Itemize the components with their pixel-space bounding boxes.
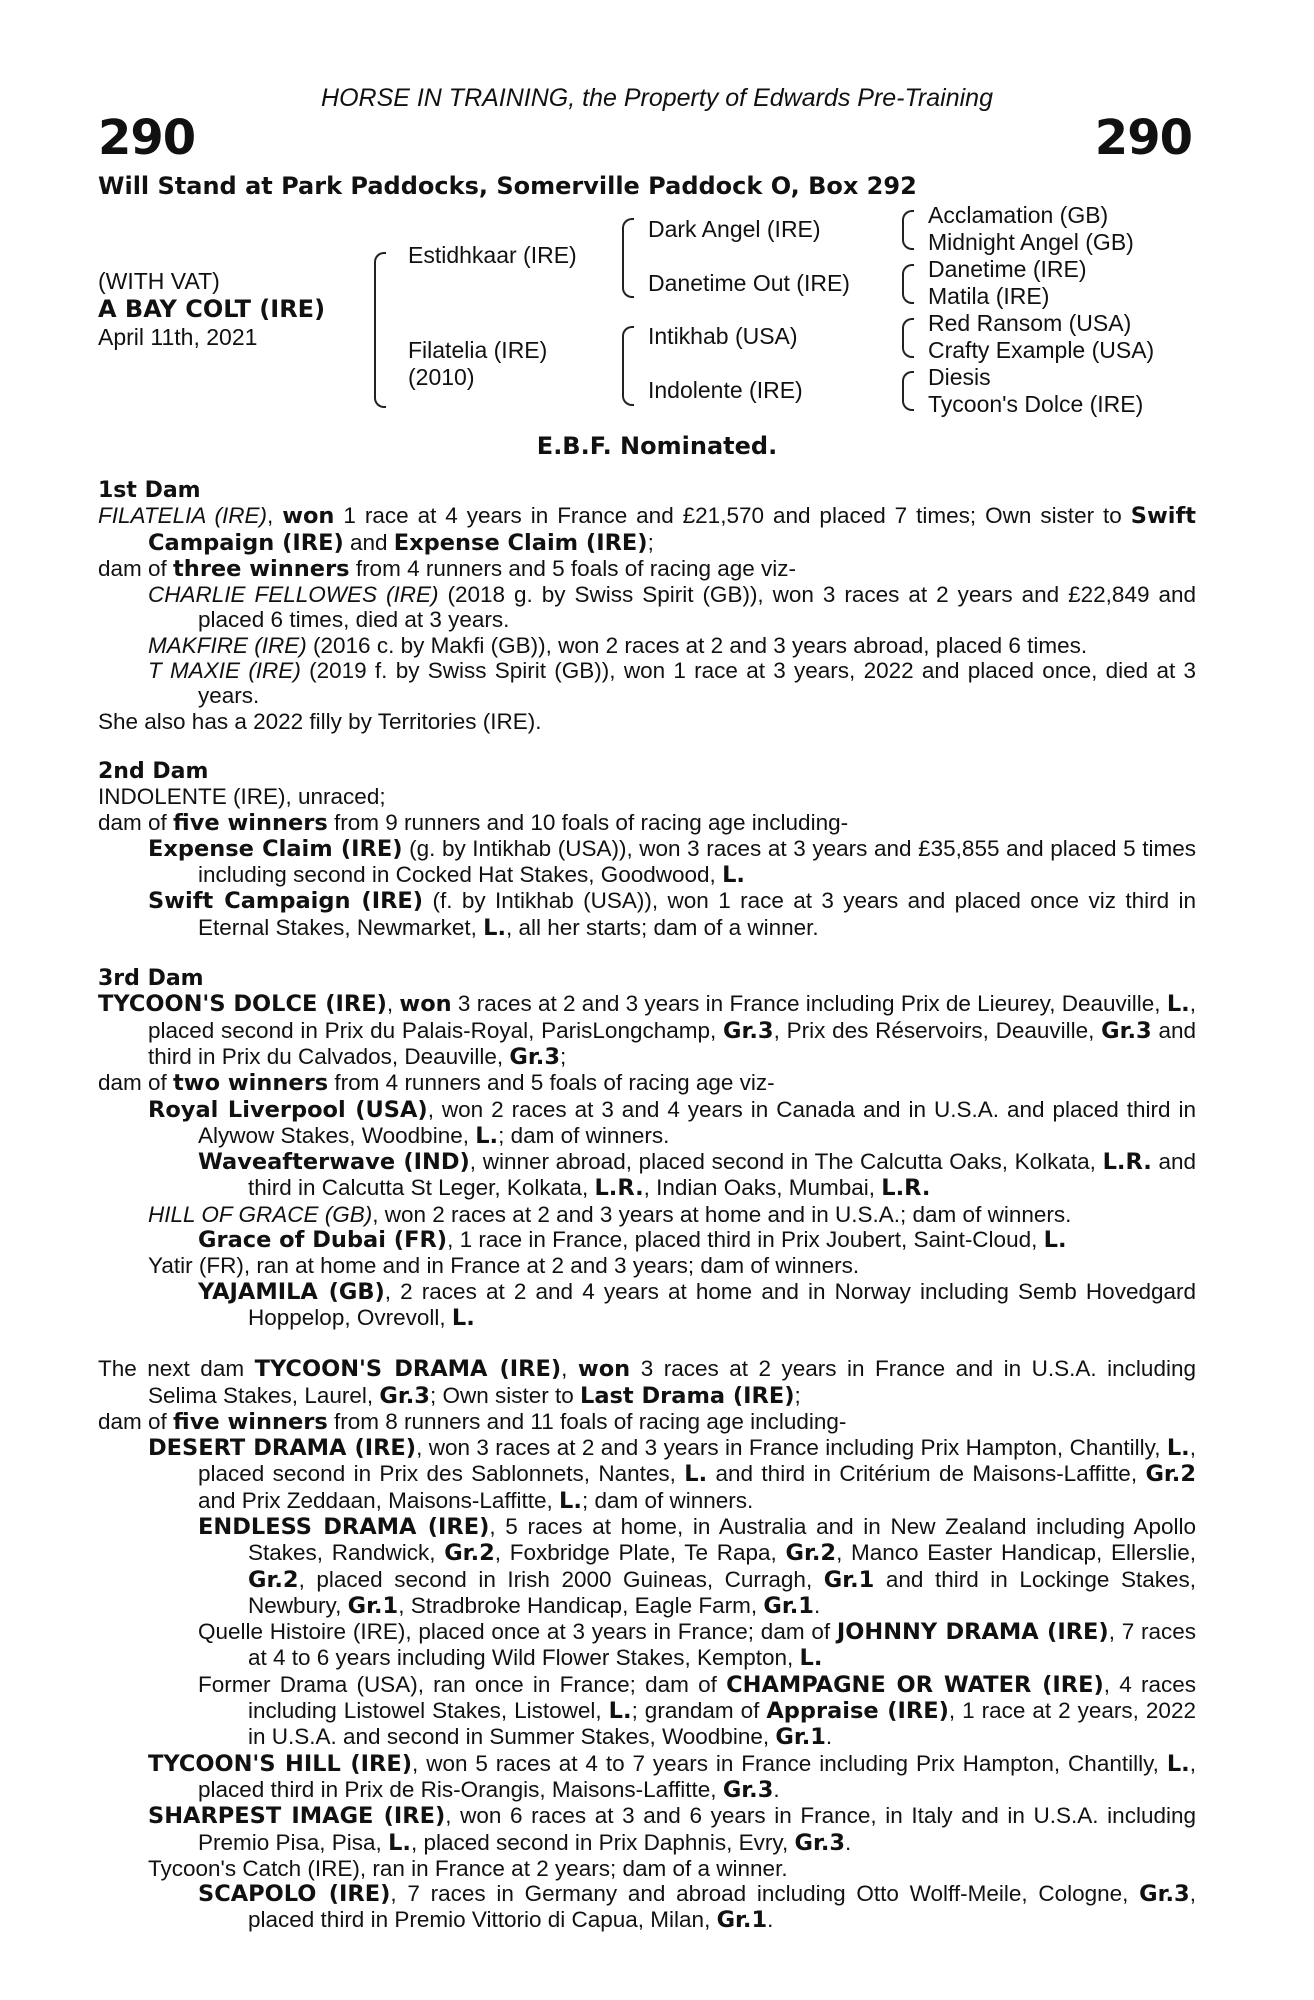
ancestor-dss: Red Ransom (USA) [928,310,1132,336]
foaling-date: April 11th, 2021 [98,324,258,350]
brace-3 [622,326,634,406]
vat-note: (WITH VAT) [98,268,220,294]
horse-name: A BAY COLT (IRE) [98,295,326,323]
next-dam-produce: dam of five winners from 8 runners and 11 foals of racing age including- [98,1408,847,1435]
dam-year: (2010) [408,364,475,390]
foal-royal-liverpool: Royal Liverpool (USA), won 2 races at 3 and 4 years in Canada and in U.S.A. and placed third in Alywow Stakes, Woodbine, L.; dam of winners. [148,1096,1196,1149]
foal-hill-of-grace: HILL OF GRACE (GB), won 2 races at 2 and 3 years at home and in U.S.A.; dam of winners. [148,1201,1072,1227]
stand-location: Will Stand at Park Paddocks, Somerville Paddock O, Box 292 [98,172,917,200]
dam-sire: Intikhab (USA) [648,323,798,349]
third-dam-produce: dam of two winners from 4 runners and 5 foals of racing age viz- [98,1070,775,1097]
foal-scapolo: SCAPOLO (IRE), 7 races in Germany and abroad including Otto Wolff-Meile, Cologne, Gr.3, placed third in Premio Vittorio di Capua, Milan, Gr.1. [198,1881,1196,1934]
foal-swift-campaign: Swift Campaign (IRE) (f. by Intikhab (USA)), won 1 race at 3 years and placed once viz third in Eternal Stakes, Newmarket, L., all her starts; dam of a winner. [148,888,1196,941]
ancestor-sss: Acclamation (GB) [928,202,1109,228]
brace-2 [622,218,634,298]
brace-4 [902,210,914,250]
foal-makfire: MAKFIRE (IRE) (2016 c. by Makfi (GB)), won 2 races at 2 and 3 years abroad, placed 6 times. [148,632,1088,658]
ancestor-dsd: Crafty Example (USA) [928,337,1155,363]
foal-t-maxie: T MAXIE (IRE) (2019 f. by Swiss Spirit (GB)), won 1 race at 3 years, 2022 and placed once, died at 3 years. [148,658,1196,709]
ebf-nomination: E.B.F. Nominated. [536,432,778,460]
sire: Estidhkaar (IRE) [408,242,577,268]
foal-desert-drama: DESERT DRAMA (IRE), won 3 races at 2 and 3 years in France including Prix Hampton, Chantilly, L., placed second in Prix des Sablonnets, Nantes, L. and third in Critérium de Maisons-Laffitte, Gr.2 and Prix Zeddaan, Maisons-Laffitte, L.; dam of winners. [148,1435,1196,1514]
catalogue-body [98,478,1196,1934]
second-dam-record: INDOLENTE (IRE), unraced; [98,784,386,810]
foal-former-drama: Former Drama (USA), ran once in France; dam of CHAMPAGNE OR WATER (IRE), 4 races including Listowel Stakes, Listowel, L.; grandam of Appraise (IRE), 1 race at 2 years, 2022 in U.S.A. and second in Summer Stakes, Woodbine, Gr.1. [198,1671,1196,1751]
foal-endless-drama: ENDLESS DRAMA (IRE), 5 races at home, in Australia and in New Zealand including Apollo Stakes, Randwick, Gr.2, Foxbridge Plate, Te Rapa, Gr.2, Manco Easter Handicap, Ellerslie, Gr.2, placed second in Irish 2000 Guineas, Curragh, Gr.1 and third in Lockinge Stakes, Newbury, Gr.1, Stradbroke Handicap, Eagle Farm, Gr.1. [198,1513,1196,1619]
brace-5 [902,264,914,304]
foal-tycoons-hill: TYCOON'S HILL (IRE), won 5 races at 4 to 7 years in France including Prix Hampton, Chantilly, L., placed third in Prix de Ris-Orangis, Maisons-Laffitte, Gr.3. [148,1750,1196,1803]
brace-7 [902,371,914,411]
first-dam-also: She also has a 2022 filly by Territories (IRE). [98,708,542,734]
foal-quelle-histoire: Quelle Histoire (IRE), placed once at 3 years in France; dam of JOHNNY DRAMA (IRE), 7 races at 4 to 6 years including Wild Flower Stakes, Kempton, L. [198,1619,1197,1672]
third-dam-heading: 3rd Dam [98,966,204,992]
foal-grace-of-dubai: Grace of Dubai (FR), 1 race in France, placed third in Prix Joubert, Saint-Cloud, L. [198,1227,1067,1254]
foal-expense-claim: Expense Claim (IRE) (g. by Intikhab (USA)), won 3 races at 3 years and £35,855 and placed 5 times including second in Cocked Hat Stakes, Goodwood, L. [148,835,1196,889]
third-dam-record: TYCOON'S DOLCE (IRE), won 3 races at 2 and 3 years in France including Prix de Lieurey, Deauville, L., placed second in Prix du Palais-Royal, ParisLongchamp, Gr.3, Prix des Réservoirs, Deauville, Gr.3 and third in Prix du Calvados, Deauville, Gr.3; [98,991,1197,1070]
foal-tycoons-catch: Tycoon's Catch (IRE), ran in France at 2 years; dam of a winner. [148,1855,788,1881]
brace-1 [374,252,386,408]
ancestor-sds: Danetime (IRE) [928,256,1087,282]
foal-yajamila: YAJAMILA (GB), 2 races at 2 and 4 years at home and in Norway including Semb Hovedgard Hoppelop, Ovrevoll, L. [198,1278,1196,1331]
second-dam-produce: dam of five winners from 9 runners and 10 foals of racing age including- [98,809,849,836]
ancestor-ddd: Tycoon's Dolce (IRE) [928,391,1144,417]
sire-sire: Dark Angel (IRE) [648,216,821,242]
ancestor-sdd: Matila (IRE) [928,283,1050,309]
lot-number-right: 290 [1094,110,1192,166]
brace-6 [902,318,914,358]
page-header: HORSE IN TRAINING, the Property of Edwards Pre-Training [321,84,993,112]
next-dam-record: The next dam TYCOON'S DRAMA (IRE), won 3 races at 2 years in France and in U.S.A. including Selima Stakes, Laurel, Gr.3; Own sister to Last Drama (IRE); [98,1356,1196,1409]
second-dam-heading: 2nd Dam [98,758,209,784]
ancestor-dds: Diesis [928,364,991,390]
dam-dam: Indolente (IRE) [648,377,803,403]
dam: Filatelia (IRE) [408,337,548,363]
foal-sharpest-image: SHARPEST IMAGE (IRE), won 6 races at 3 and 6 years in France, in Italy and in U.S.A. including Premio Pisa, Pisa, L., placed second in Prix Daphnis, Evry, Gr.3. [148,1803,1196,1856]
first-dam-record: FILATELIA (IRE), won 1 race at 4 years in France and £21,570 and placed 7 times; Own sister to Swift Campaign (IRE) and Expense Claim (IRE); [98,503,1196,556]
first-dam-produce: dam of three winners from 4 runners and 5 foals of racing age viz- [98,555,797,582]
ancestor-ssd: Midnight Angel (GB) [928,229,1134,255]
foal-waveafterwave: Waveafterwave (IND), winner abroad, placed second in The Calcutta Oaks, Kolkata, L.R. and third in Calcutta St Leger, Kolkata, L.R., Indian Oaks, Mumbai, L.R. [198,1149,1196,1202]
foal-charlie-fellowes: CHARLIE FELLOWES (IRE) (2018 g. by Swiss Spirit (GB)), won 3 races at 2 years and £22,849 and placed 6 times, died at 3 years. [148,582,1196,633]
first-dam-heading: 1st Dam [98,478,201,503]
foal-yatir: Yatir (FR), ran at home and in France at 2 and 3 years; dam of winners. [148,1253,860,1279]
lot-number-left: 290 [98,110,196,166]
sire-dam: Danetime Out (IRE) [648,270,850,296]
